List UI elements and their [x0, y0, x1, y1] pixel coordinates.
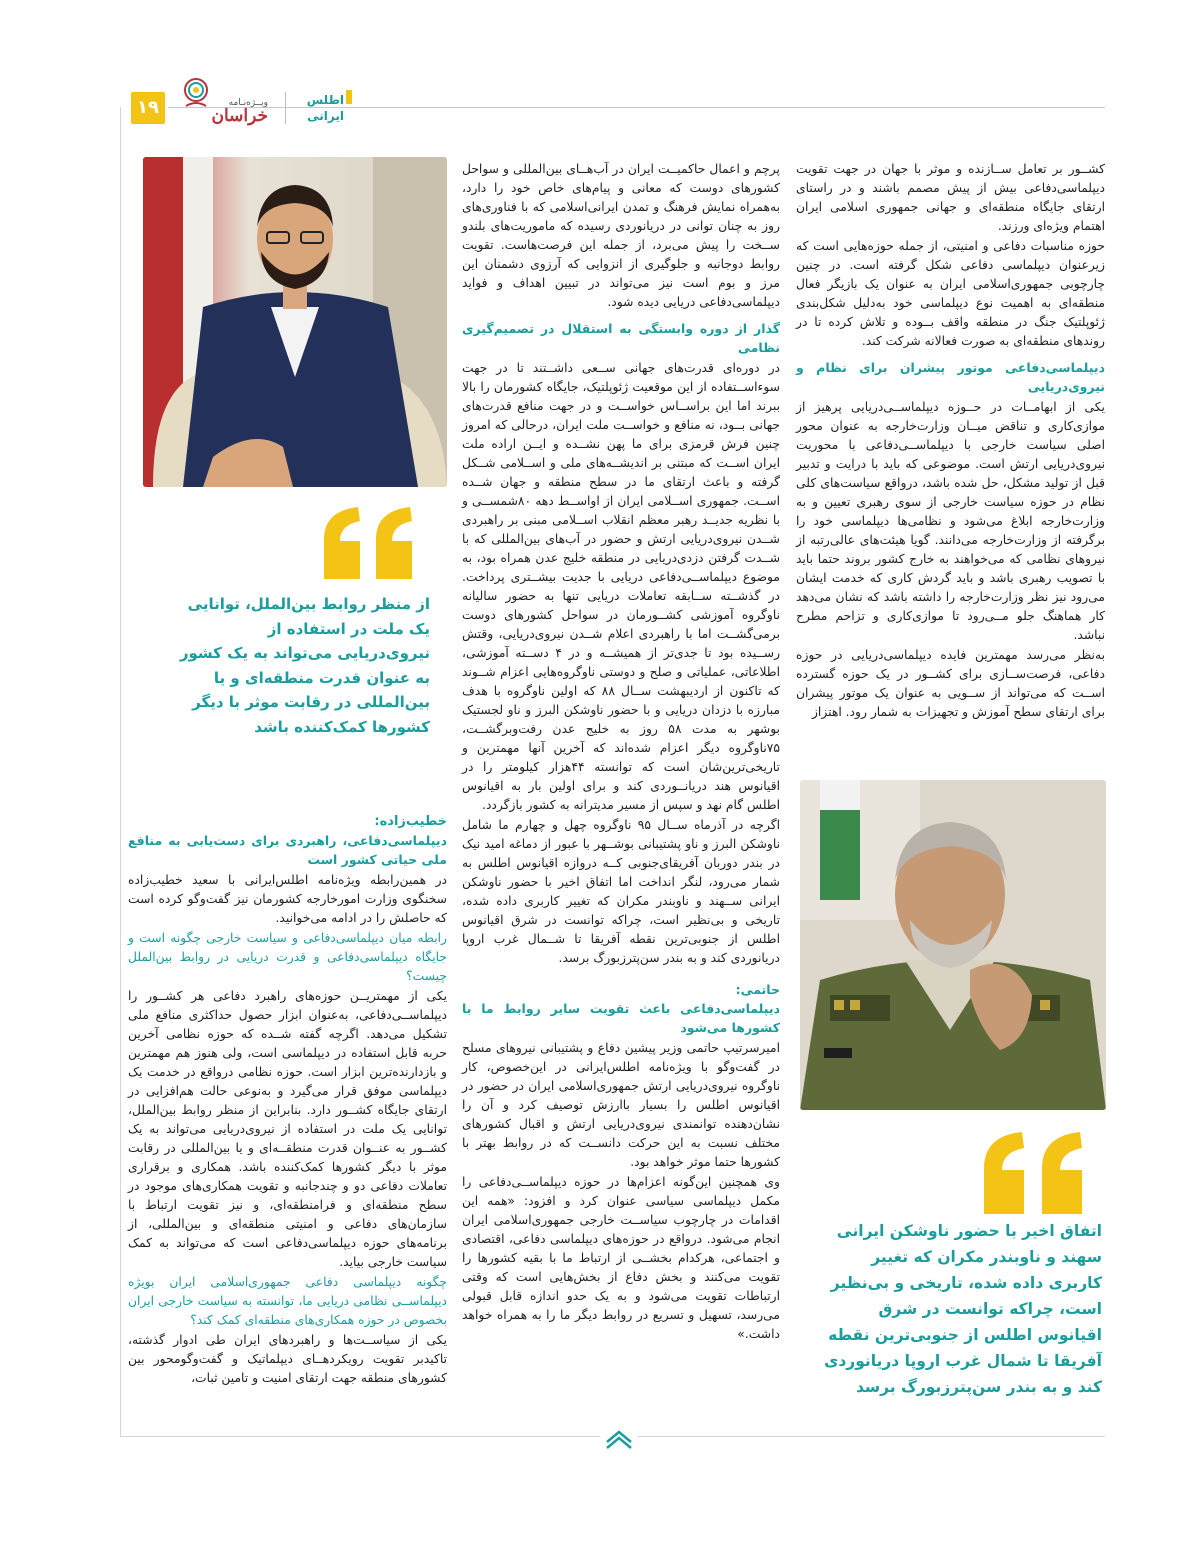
section-heading: دیپلماسی‌دفاعی، راهبردی برای دست‌یابی به منافع ملی حیاتی کشور است	[128, 833, 447, 867]
chevron-up-icon	[603, 1422, 635, 1450]
paragraph: امیرسرتیپ حاتمی وزیر پیشین دفاع و پشتیبانی نیروهای مسلح در گفت‌وگو با ویژه‌نامه اطلس‌ایرانی در این‌خصوص، کار ناوگروه نیروی‌دریایی ارتش جمهوری‌اسلامی ایران در حضور در اقیانوس اطلس را بسیار باارزش توصیف کرد و آن را نشان‌دهنده توانمندی نیروی‌دریایی ارتش و اقبال کشورهای مختلف نسبت به این حرکت دانســت که در روابط بهتر با کشورها حتما موثر خواهد بود.	[462, 1041, 780, 1169]
publication-logo	[172, 76, 268, 130]
paragraph: یکی از سیاســت‌ها و راهبردهای ایران طی ادوار گذشته، تاکیدبر تقویت رویکردهــای دیپلماتیک و گفت‌وگومحور بین کشورهای منطقه جهت ارتقای امنیت و تامین ثبات،	[128, 1333, 447, 1385]
article-column-middle	[462, 160, 780, 1345]
paragraph: اگرچه در آذرماه ســال ۹۵ ناوگروه چهل و چهارم ما شامل ناوشکن البرز و ناو پشتیبانی بوشــهر با عبور از دماغه امید نیک در بندر دوربان آفریقای‌جنوبی کــه دروازه اقیانوس اطلس به شمار می‌رود، لنگر انداخت اما اتفاق اخیر با حضور ناوشکن ایرانی ســهند و ناوبندر مکران که تغییر کاربری داده شده، تاریخی و بی‌نظیر است، چراکه توانست در شرق اقیانوس اطلس از جنوبی‌ترین نقطه آفریقا تا شــمال غرب اروپا دریانوردی کند و به بندر سن‌پترزبورگ برسد.	[462, 818, 780, 965]
interview-question: رابطه میان دیپلماسی‌دفاعی و سیاست خارجی چگونه است و جایگاه دیپلماسی‌دفاعی و قدرت دریایی در روابط بین‌الملل چیست؟	[128, 931, 447, 983]
paragraph: در همین‌رابطه ویژه‌نامه اطلس‌ایرانی با سعید خطیب‌زاده سخنگوی وزارت امورخارجه کشورمان نیز گفت‌وگو کرده است که حاصلش را در ادامه می‌خوانید.	[128, 873, 447, 925]
paragraph: وی همچنین این‌گونه اعزام‌ها در حوزه دیپلماســی‌دفاعی را مکمل دیپلماسی سیاسی عنوان کرد و افزود: «همه این اقدامات در چارچوب سیاســت خارجی جمهوری‌اسلامی ایران انجام می‌شود. درواقع در حوزه‌های دیپلماسی دفاعی، اقتصادی و اجتماعی، هرکدام بخشــی از ارتباط ما با بقیه کشورها را تقویت می‌کنند و بخش دفاع از بخش‌هایی است که وقتی ارتباطات تقویت می‌شود و به یک حدو اندازه قابل قبولی می‌رسد، تسهیل و تسریع در روابط دیگر ما را به همراه خواهد داشت.»	[462, 1175, 780, 1341]
logo-title: خراسان	[211, 106, 268, 126]
paragraph: حوزه مناسبات دفاعی و امنیتی، از جمله حوزه‌هایی است که زیرعنوان دیپلماسی دفاعی شکل گرفته است. در چنین چارچوبی جمهوری‌اسلامی ایران به عنوان یک بازیگر فعال منطقه‌ای به اهمیت نوع دیپلماسی خود به‌دلیل شکل‌بندی ژئوپلتیک جنگ در منطقه واقف بــوده و تلاش کرده تا در روندهای منطقه‌ای به صورت فعالانه شرکت کند.	[796, 239, 1105, 348]
section-heading: دیپلماسی‌دفاعی موتور پیشران برای نظام و نیروی‌دریایی	[796, 360, 1105, 394]
paragraph: کشــور بر تعامل ســازنده و موثر با جهان در جهت تقویت دیپلماسی‌دفاعی بیش از پیش مصمم باشند و در راستای ارتقای جایگاه منطقه‌ای و جهانی جمهوری اسلامی ایران اهتمام ویژه‌ای ورزند.	[796, 162, 1105, 233]
pull-quote: اتفاق اخیر با حضور ناوشکن ایرانی سهند و ناوبندر مکران که تغییر کاربری داده شده، تاریخی و بی‌نظیر است، چراکه توانست در شرق اقیانوس اطلس از جنوبی‌ترین نقطه آفریقا تا شمال غرب اروپا دریانوردی کند و به بندر سن‌پترزبورگ برسد	[824, 1222, 1102, 1396]
article-column-left	[128, 812, 447, 1389]
paragraph: در دوره‌ای قدرت‌های جهانی ســعی داشــتند تا در جهت سوءاســتفاده از این موقعیت ژئوپلتیک، جایگاه کشورمان را بالا ببرند اما این براســاس خواســت و در جهت منافع قدرت‌های جهانی بــود، نه منافع و خواســت ملت ایران، درحالی که امروز چنین فرش قرمزی برای ما پهن نشــده و ایــن اراده ملت ایران اســت که مبتنی بر اندیشــه‌های ملی و اســلامی شــکل گرفته و باعث ارتقای ما در سطح منطقه و جهان شــده اســت. جمهوری اســلامی ایران از اواســط دهه ۸۰شمســی و با نظریه جدیــد رهبر معظم انقلاب اســلامی مبنی بر راهبردی شــدن نیروی‌دریایی ارتش و حضور در آب‌های بین‌المللی که با شــدت گرفتن دزدی‌دریایی در منطقه خلیج عدن همراه بود، به موضوع دیپلماســی‌دفاعی دریایی با جدیت بیشــتری پرداخت. در گذشــته ســابقه تعاملات دریایی تنها به حضور سالیانه ناوگروه آموزشی کشــورمان در سواحل کشورهای دوست برمی‌گشــت اما با راهبردی اعلام شــدن نیروی‌دریایی، وقتش رســیده بود تا جدی‌تر از همیشــه و در ۴ دســته آموزشی، اطلاعاتی، عملیاتی و صلح و دوستی ناوگروه‌هایی اعزام شــوند که تاکنون از اردیبهشت ســال ۸۸ که اولین ناوگروه با هدف مبارزه با دزدان دریایی و با حضور ناوشکن البرز و ناو لجستیک بوشهر به مدت ۵۸ روز به خلیج عدن رفت‌وبرگشــت، ۷۵ناوگروه دیگر اعزام شده‌اند که آخرین آنها مهمترین و تاریخی‌ترین‌شان است که توانسته ۴۴هزار کیلومتر را در اقیانوس هند دریانــوردی کند و برای اولین بار به اقیانوس اطلس گام نهد و سپس از مسیر مدیترانه به کشور بازگردد.	[462, 361, 781, 812]
portrait-illustration	[800, 780, 1106, 1110]
article-column-right	[796, 160, 1105, 723]
paragraph: یکی از ابهامــات در حــوزه دیپلماســی‌دریایی پرهیز از موازی‌کاری و تناقض میــان وزارت‌خارجه به عنوان محور اصلی سیاست خارجی با دیپلماســی‌دفاعی با محوریت نیروی‌دریایی ارتش است. موضوعی که باید با درایت و تدبیر قبل از تولید مشکل، حل شده باشد، درواقع سیاست‌های کلی نظام در حوزه سیاست خارجی از سوی رهبری تعیین و به وزارت‌خارجه ابلاغ می‌شود و نظامی‌ها دیپلماسی خود را برگرفته از وزارت‌خارجه می‌دانند. گویا هیئت‌های عالی‌رتبه از نیروهای نظامی که می‌خواهند به خارج کشور بروند حتما باید با تصویب رهبری باشد و باید گردش کاری که خدمت ایشان می‌رود نیز نظر وزارت‌خارجه را داشته باشد که نشان می‌دهد کار هماهنگ جلو مــی‌رود تا موازی‌کاری و تزاحم مطرح نباشد.	[796, 400, 1105, 642]
interviewee-name: حاتمی:	[735, 982, 780, 997]
page-frame-bottom	[638, 1436, 1105, 1437]
magazine-name-line: ایرانی	[307, 109, 344, 123]
portrait-photo-spokesman	[143, 157, 447, 487]
magazine-accent-bar	[346, 90, 352, 104]
portrait-photo-minister	[800, 780, 1106, 1110]
magazine-name-line: اطلس	[306, 93, 344, 107]
quote-icon	[320, 503, 418, 583]
header-divider	[285, 92, 286, 124]
section-heading: دیپلماسی‌دفاعی باعث تقویت سایر روابط ما با کشورها می‌شود	[462, 1001, 780, 1035]
logo-subtitle: ویــژه‌نـامه	[228, 98, 268, 108]
pull-quote: از منظر روابط بین‌الملل، توانایی یک ملت در استفاده از نیروی‌دریایی می‌تواند به یک کشور به عنوان قدرت منطقه‌ای و یا بین‌المللی در رقابت موثر با دیگر کشورها کمک‌کننده باشد	[179, 595, 430, 736]
section-heading: گذار از دوره وابستگی به استقلال در تصمیم‌گیری نظامی	[462, 321, 780, 355]
logo-emblem-icon	[180, 76, 212, 112]
magazine-name	[292, 92, 344, 124]
paragraph: به‌نظر می‌رسد مهمترین فایده دیپلماسی‌دریایی در حوزه دفاعی، فرصت‌ســازی برای کشــور در یک حوزه گسترده اســت که می‌تواند از ســویی به عنوان یک موتور پیشران برای ارتقای سطح آموزش و تجهیزات به شمار رود. اهتزاز	[796, 648, 1105, 719]
page-frame-bottom	[120, 1436, 600, 1437]
quote-icon	[980, 1128, 1090, 1218]
page-frame-left	[120, 107, 121, 1437]
page-number: ۱۹	[131, 92, 165, 124]
interview-question: چگونه دیپلماسی دفاعی جمهوری‌اسلامی ایران بویژه دیپلماســی نظامی دریایی ما، توانسته به سیاست خارجی ایران بخصوص در حوزه همکاری‌های منطقه‌ای کمک کند؟	[128, 1275, 447, 1327]
interviewee-name: خطیب‌زاده:	[374, 814, 447, 829]
paragraph: پرچم و اعمال حاکمیــت ایران در آب‌هــای بین‌المللی و سواحل کشورهای دوست که معانی و پیام‌های خاص خود را دارد، به‌همراه نمایش فرهنگ و تمدن ایرانی‌اسلامی که با فناوری‌های روز به چنان توانی در دریانوردی رسیده که ماموریت‌های بلندو ســخت را پیش می‌برد، از جمله این فرصت‌هاست. تقویت روابط دوجانبه و جلوگیری از انزوایی که آرزوی دشمنان این مرز و بوم است نیز می‌تواند در تبیین اهداف و فواید دیپلماسی‌دفاعی دریایی دیده شود.	[462, 162, 780, 309]
portrait-illustration	[143, 157, 447, 487]
paragraph: یکی از مهمتریــن حوزه‌های راهبرد دفاعی هر کشــور را دیپلماســی‌دفاعی، به‌عنوان ابزار حصول حداکثری منافع ملی تشکیل می‌دهد. اگرچه گفته شــده که حوزه نظامی آخرین حربه قابل استفاده در دیپلماسی است، ولی هنوز هم مهمترین و بازدارنده‌ترین ابزار است. حوزه نظامی درواقع در خدمت یک دیپلماسی موفق قرار می‌گیرد و به‌نوعی حالت هم‌افزایی در ارتقای جایگاه کشــور دارد. بنابراین از منظر روابط بین‌الملل، توانایی یک ملت در استفاده از نیروی‌دریایی می‌تواند به یک کشــور به عنــوان قدرت منطقــه‌ای و یا بین‌المللی در رقابت موثر با دیگر کشورها کمک‌کننده باشد. همکاری و برقراری تعاملات دفاعی دو و چندجانبه و تقویت همکاری‌های موجود در سطح منطقه‌ای و فرامنطقه‌ای، و نیز تقویت ارتباط با سازمان‌های دفاعی و امنیتی منطقه‌ای و بین‌المللی، از برنامه‌های حوزه دیپلماسی‌دفاعی است که می‌تواند به کمک سیاست خارجی بیاید.	[128, 989, 447, 1269]
